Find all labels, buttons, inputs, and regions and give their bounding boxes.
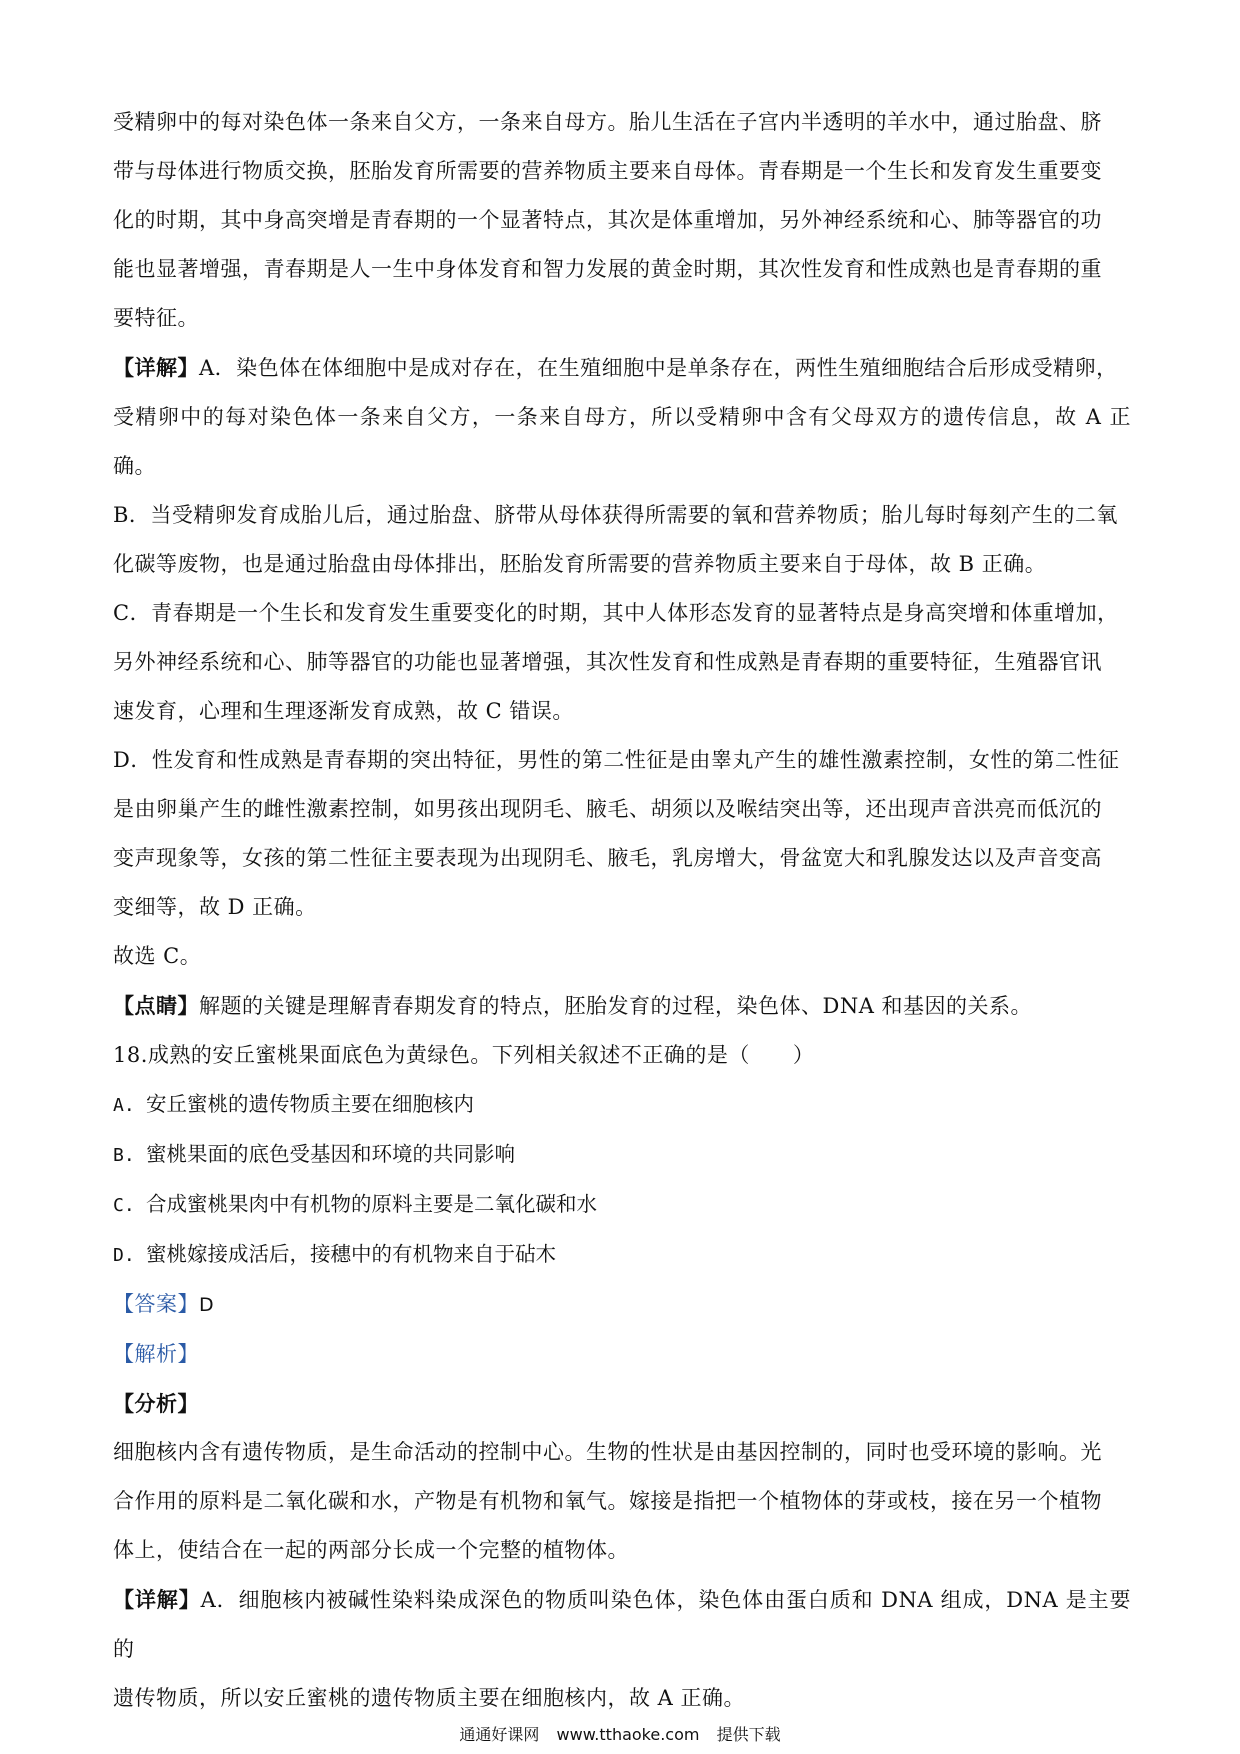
page-footer <box>0 1722 1240 1745</box>
option-letter: C. <box>113 1195 135 1216</box>
detail-tag: 【详解】 <box>113 1587 201 1612</box>
detail1-line: C．青春期是一个生长和发育发生重要变化的时期，其中人体形态发育的显著特点是身高突增和体重增加， <box>113 601 1119 625</box>
page-content <box>113 98 1131 1723</box>
detail1-line: 变声现象等，女孩的第二性征主要表现为出现阴毛、腋毛，乳房增大，骨盆宽大和乳腺发达以及声音变高 <box>113 846 1102 870</box>
detail-tag: 【详解】 <box>113 355 199 380</box>
fenxi-line: 细胞核内含有遗传物质，是生命活动的控制中心。生物的性状是由基因控制的，同时也受环境的影响。光 <box>113 1440 1102 1464</box>
conclusion-line: 故选 C。 <box>113 944 202 968</box>
para1-line: 能也显著增强，青春期是人一生中身体发育和智力发展的黄金时期，其次性发育和性成熟也是青春期的重 <box>113 257 1102 281</box>
option-letter: A. <box>113 1095 135 1116</box>
detail1-line: D．性发育和性成熟是青春期的突出特征，男性的第二性征是由睾丸产生的雄性激素控制，女性的第二性征 <box>113 748 1120 772</box>
answer-value: D <box>199 1294 215 1316</box>
detail2-line: 【详解】A．细胞核内被碱性染料染成深色的物质叫染色体，染色体由蛋白质和 DNA 组成，DNA 是主要的 <box>113 1587 1131 1661</box>
option-d: D. 蜜桃嫁接成活后，接穗中的有机物来自于砧木 <box>113 1230 1131 1280</box>
para1-line: 化的时期，其中身高突增是青春期的一个显著特点，其次是体重增加，另外神经系统和心、肺等器官的功 <box>113 208 1102 232</box>
option-letter: D. <box>113 1245 135 1266</box>
option-c: C. 合成蜜桃果肉中有机物的原料主要是二氧化碳和水 <box>113 1180 1131 1230</box>
option-b: B. 蜜桃果面的底色受基因和环境的共同影响 <box>113 1130 1131 1180</box>
fenxi-tag: 【分析】 <box>113 1391 199 1416</box>
detail1-line: 受精卵中的每对染色体一条来自父方，一条来自母方，所以受精卵中含有父母双方的遗传信息，故 A 正确。 <box>113 405 1131 478</box>
point-tag: 【点睛】 <box>113 993 199 1018</box>
footer-url-link[interactable]: www.tthaoke.com <box>556 1725 700 1744</box>
footer-suffix: 提供下载 <box>716 1725 781 1744</box>
jiexi-tag: 【解析】 <box>113 1342 199 1366</box>
answer-line <box>113 1280 1131 1330</box>
para1-line: 要特征。 <box>113 306 199 330</box>
detail1-line: 【详解】A．染色体在体细胞中是成对存在，在生殖细胞中是单条存在，两性生殖细胞结合后形成受精卵， <box>113 355 1118 380</box>
detail1-line: 另外神经系统和心、肺等器官的功能也显著增强，其次性发育和性成熟是青春期的重要特征，生殖器官讯 <box>113 650 1102 674</box>
detail1-line: 变细等，故 D 正确。 <box>113 895 317 919</box>
option-letter: B. <box>113 1145 135 1166</box>
para1-line: 受精卵中的每对染色体一条来自父方，一条来自母方。胎儿生活在子宫内半透明的羊水中，通过胎盘、脐 <box>113 110 1102 134</box>
para1-line: 带与母体进行物质交换，胚胎发育所需要的营养物质主要来自母体。青春期是一个生长和发育发生重要变 <box>113 159 1102 183</box>
fenxi-line: 体上，使结合在一起的两部分长成一个完整的植物体。 <box>113 1538 629 1562</box>
question-stem: 18.成熟的安丘蜜桃果面底色为黄绿色。下列相关叙述不正确的是（ ） <box>113 1043 815 1067</box>
option-a: A. 安丘蜜桃的遗传物质主要在细胞核内 <box>113 1080 1131 1130</box>
answer-tag: 【答案】 <box>113 1292 199 1316</box>
detail1-line: 是由卵巢产生的雌性激素控制，如男孩出现阴毛、腋毛、胡须以及喉结突出等，还出现声音洪亮而低沉的 <box>113 797 1102 821</box>
footer-site-name: 通通好课网 <box>459 1725 540 1744</box>
fenxi-line: 合作用的原料是二氧化碳和水，产物是有机物和氧气。嫁接是指把一个植物体的芽或枝，接在另一个植物 <box>113 1489 1102 1513</box>
detail1-line: B．当受精卵发育成胎儿后，通过胎盘、脐带从母体获得所需要的氧和营养物质；胎儿每时每刻产生的二氧 <box>113 503 1118 527</box>
detail1-line: 化碳等废物，也是通过胎盘由母体排出，胚胎发育所需要的营养物质主要来自于母体，故 B 正确。 <box>113 552 1047 576</box>
detail2-line: 遗传物质，所以安丘蜜桃的遗传物质主要在细胞核内，故 A 正确。 <box>113 1686 746 1710</box>
point-line: 【点睛】解题的关键是理解青春期发育的特点，胚胎发育的过程，染色体、DNA 和基因的关系。 <box>113 993 1033 1018</box>
detail1-line: 速发育，心理和生理逐渐发育成熟，故 C 错误。 <box>113 699 574 723</box>
